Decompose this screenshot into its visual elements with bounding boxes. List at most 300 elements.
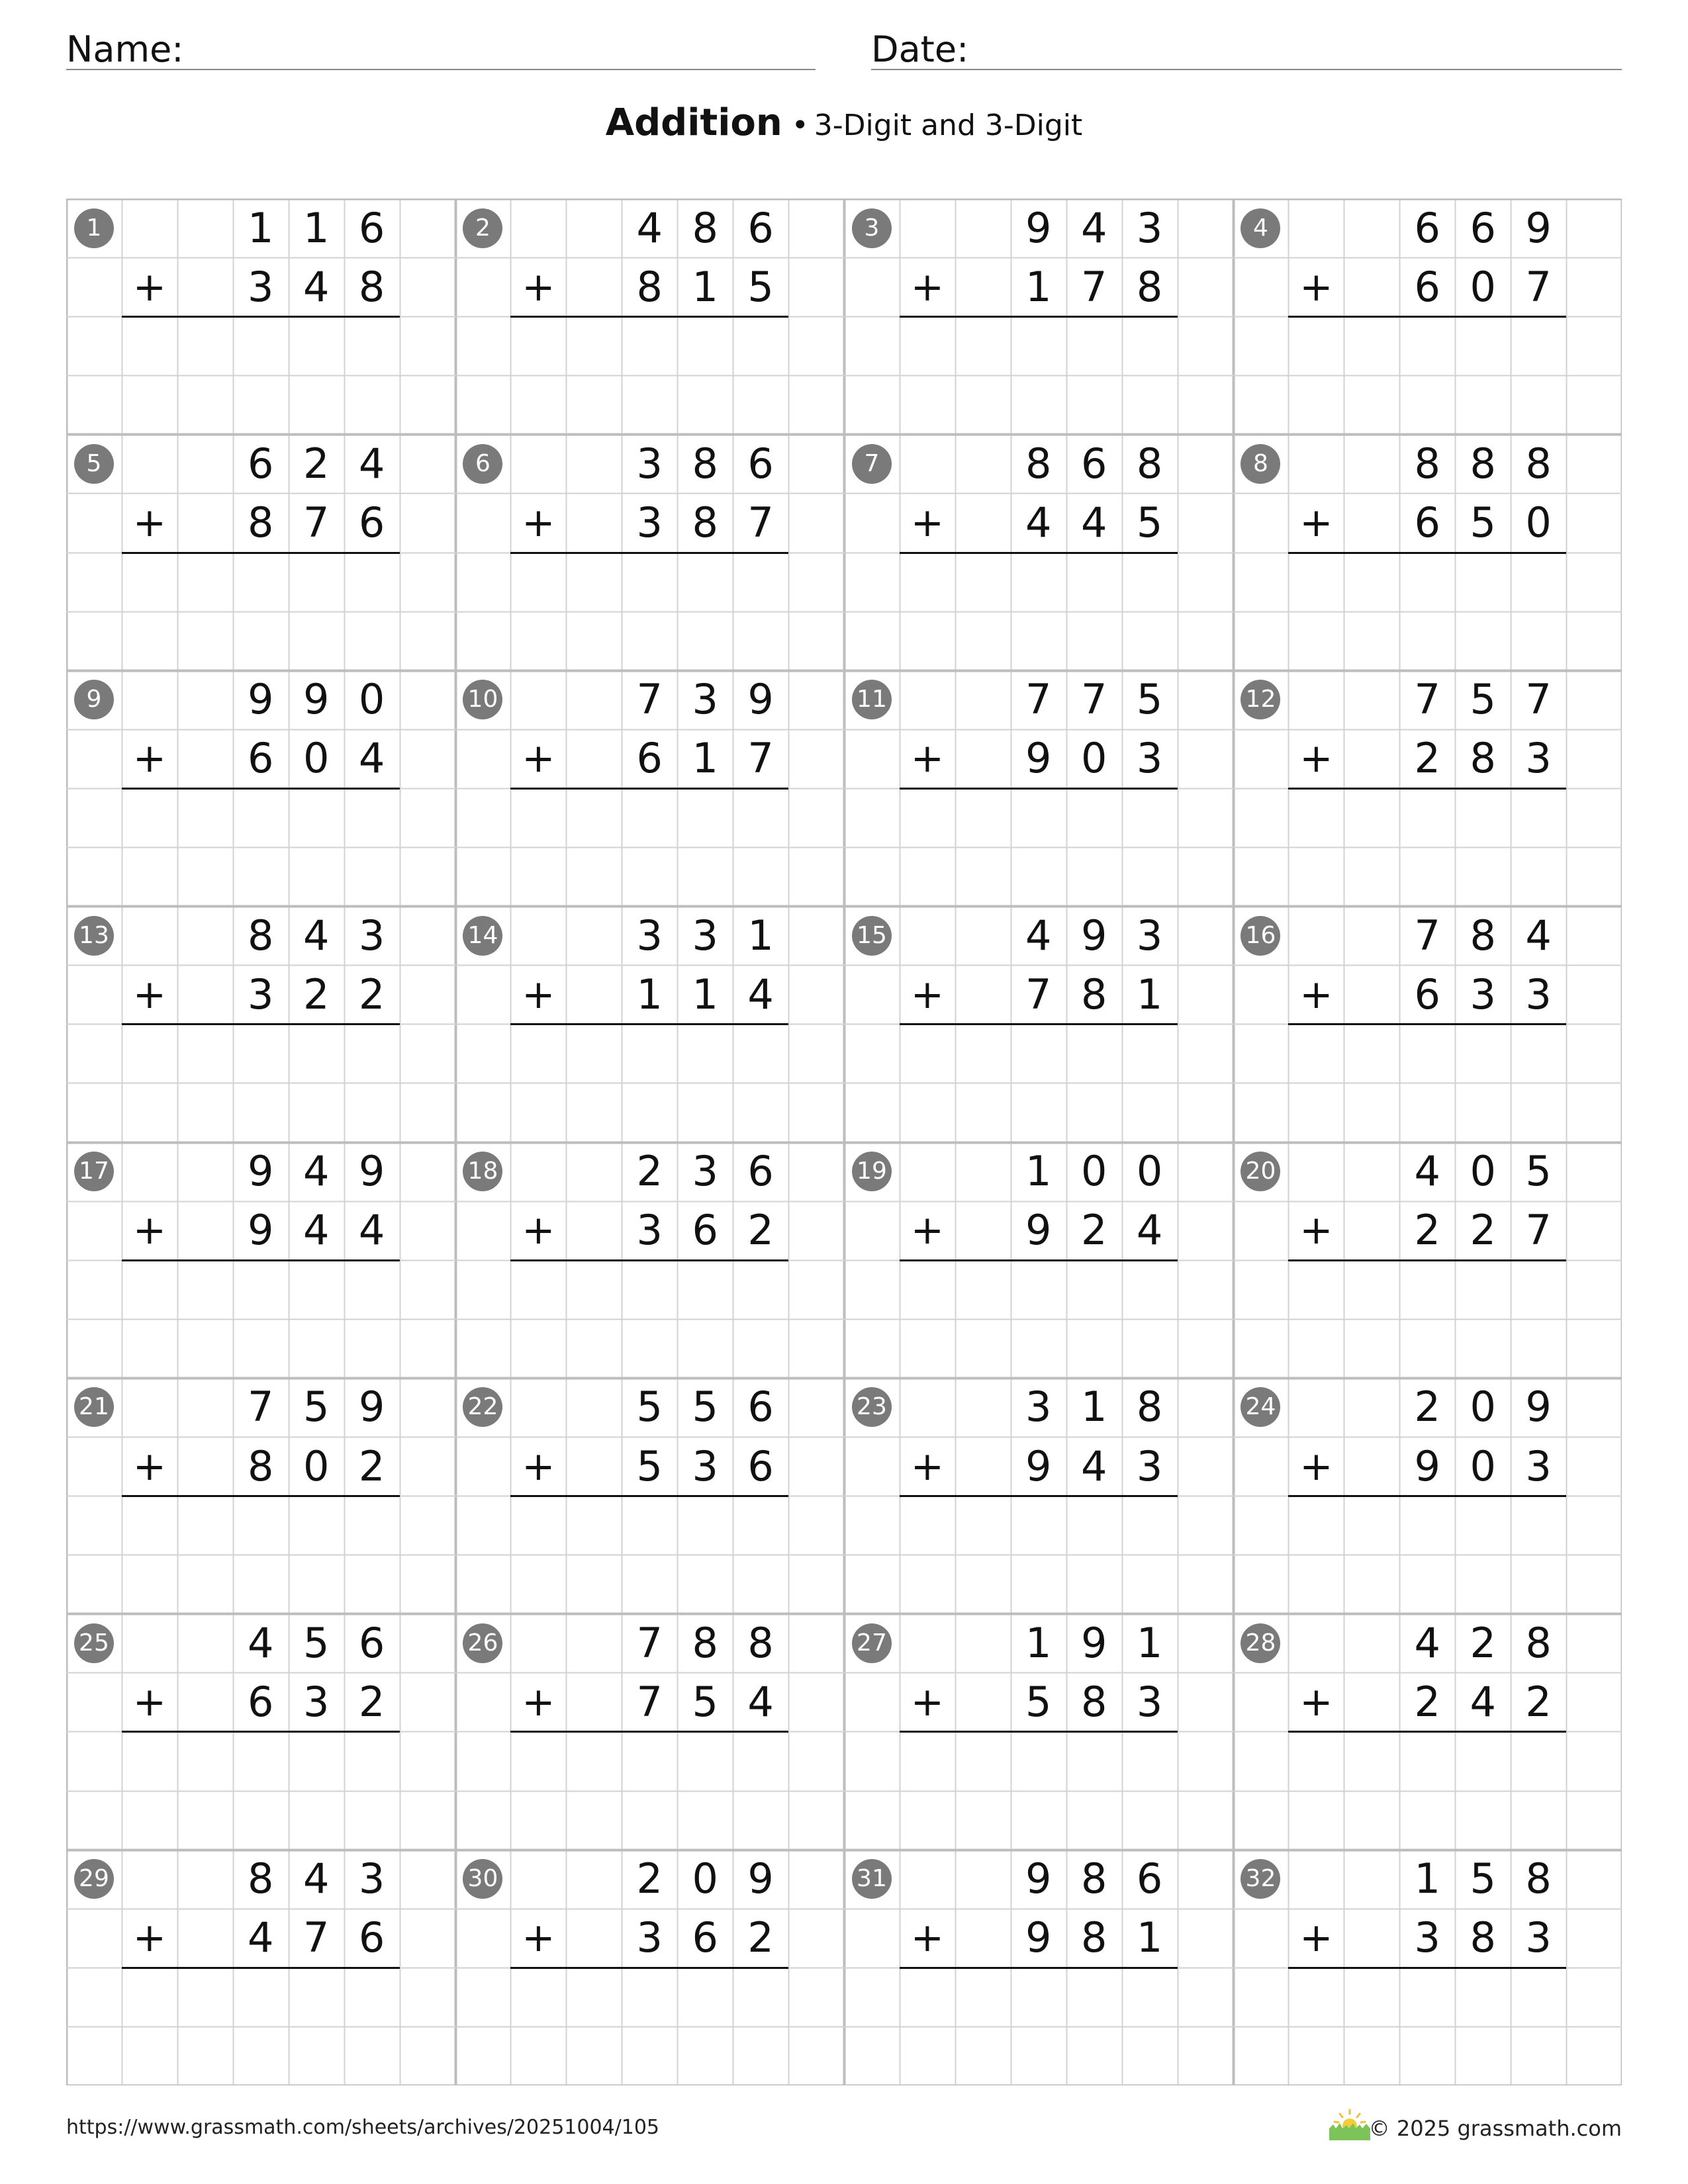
problem-number-badge: 14	[463, 916, 502, 956]
bottom-addend-digit: 3	[1136, 734, 1163, 783]
bottom-addend-digit: 8	[358, 262, 385, 311]
plus-sign: +	[132, 735, 167, 782]
bottom-addend-digit: 8	[1470, 1913, 1496, 1962]
answer-area[interactable]	[510, 553, 788, 612]
plus-sign: +	[1299, 500, 1333, 547]
plus-sign: +	[910, 971, 945, 1018]
bottom-addend-digit: 2	[1414, 1677, 1440, 1726]
bottom-addend-digit: 7	[303, 498, 330, 547]
problem-number-badge: 10	[463, 680, 502, 719]
bottom-addend-digit: 3	[636, 1206, 663, 1255]
top-addend-digit: 2	[636, 1147, 663, 1196]
top-addend-digit: 4	[1414, 1618, 1440, 1667]
top-addend-digit: 3	[358, 1854, 385, 1903]
bottom-addend-digit: 8	[1080, 1913, 1107, 1962]
plus-sign: +	[910, 1207, 945, 1254]
top-addend-digit: 8	[692, 203, 718, 252]
bottom-addend-digit: 3	[303, 1677, 330, 1726]
bottom-addend-digit: 5	[692, 1677, 718, 1726]
top-addend-digit: 5	[303, 1383, 330, 1432]
plus-sign: +	[522, 1207, 555, 1254]
problem-number-badge: 15	[852, 916, 892, 956]
top-addend-digit: 1	[248, 203, 274, 252]
answer-area[interactable]	[510, 788, 788, 847]
top-addend-digit: 7	[1025, 675, 1052, 724]
bottom-addend-digit: 3	[1414, 1913, 1440, 1962]
plus-sign: +	[522, 263, 555, 310]
top-addend-digit: 6	[358, 203, 385, 252]
top-addend-digit: 8	[1525, 1854, 1552, 1903]
bottom-addend-digit: 7	[1525, 1206, 1552, 1255]
top-addend-digit: 4	[358, 439, 385, 488]
answer-area[interactable]	[1288, 1024, 1566, 1083]
top-addend-digit: 9	[303, 675, 330, 724]
top-addend-digit: 1	[303, 203, 330, 252]
bottom-addend-digit: 6	[358, 1913, 385, 1962]
top-addend-digit: 4	[1080, 203, 1107, 252]
bottom-addend-digit: 7	[1525, 262, 1552, 311]
bottom-addend-digit: 9	[1025, 734, 1052, 783]
answer-area[interactable]	[122, 1024, 400, 1083]
top-addend-digit: 9	[1525, 1383, 1552, 1432]
answer-area[interactable]	[900, 1260, 1178, 1319]
plus-sign: +	[910, 1915, 945, 1962]
bottom-addend-digit: 6	[692, 1913, 718, 1962]
answer-area[interactable]	[122, 316, 400, 375]
top-addend-digit: 9	[1080, 1618, 1107, 1667]
top-addend-digit: 7	[1414, 911, 1440, 960]
bottom-addend-digit: 8	[1080, 1677, 1107, 1726]
bottom-addend-digit: 4	[358, 1206, 385, 1255]
top-addend-digit: 3	[358, 911, 385, 960]
plus-sign: +	[910, 500, 945, 547]
top-addend-digit: 2	[1470, 1618, 1496, 1667]
bottom-addend-digit: 0	[303, 1441, 330, 1490]
top-addend-digit: 7	[1080, 675, 1107, 724]
top-addend-digit: 5	[692, 1383, 718, 1432]
top-addend-digit: 9	[747, 675, 774, 724]
bottom-addend-digit: 3	[1525, 970, 1552, 1019]
plus-sign: +	[132, 971, 167, 1018]
bottom-addend-digit: 1	[1136, 970, 1163, 1019]
bottom-addend-digit: 9	[1025, 1441, 1052, 1490]
answer-area[interactable]	[510, 1024, 788, 1083]
top-addend-digit: 2	[303, 439, 330, 488]
bottom-addend-digit: 8	[636, 262, 663, 311]
problem-number-badge: 29	[74, 1859, 114, 1899]
plus-sign: +	[1299, 735, 1333, 782]
answer-area[interactable]	[900, 1024, 1178, 1083]
answer-area[interactable]	[122, 1731, 400, 1790]
top-addend-digit: 5	[1470, 1854, 1496, 1903]
top-addend-digit: 7	[248, 1383, 274, 1432]
top-addend-digit: 8	[1025, 439, 1052, 488]
top-addend-digit: 6	[747, 439, 774, 488]
bottom-addend-digit: 5	[1470, 498, 1496, 547]
answer-area[interactable]	[1288, 1496, 1566, 1555]
bottom-addend-digit: 6	[747, 1441, 774, 1490]
top-addend-digit: 1	[1080, 1383, 1107, 1432]
bottom-addend-digit: 3	[636, 498, 663, 547]
bottom-addend-digit: 5	[636, 1441, 663, 1490]
top-addend-digit: 3	[692, 911, 718, 960]
bottom-addend-digit: 4	[1136, 1206, 1163, 1255]
top-addend-digit: 5	[1136, 675, 1163, 724]
bottom-addend-digit: 0	[1470, 262, 1496, 311]
bottom-addend-digit: 1	[636, 970, 663, 1019]
top-addend-digit: 8	[1080, 1854, 1107, 1903]
top-addend-digit: 9	[747, 1854, 774, 1903]
problem-number-badge: 11	[852, 680, 892, 719]
bottom-addend-digit: 2	[1080, 1206, 1107, 1255]
problem-number-badge: 24	[1241, 1387, 1280, 1427]
top-addend-digit: 0	[692, 1854, 718, 1903]
top-addend-digit: 3	[692, 1147, 718, 1196]
answer-area[interactable]	[122, 1260, 400, 1319]
answer-area[interactable]	[900, 553, 1178, 612]
top-addend-digit: 4	[636, 203, 663, 252]
top-addend-digit: 9	[248, 675, 274, 724]
problem-number-badge: 16	[1241, 916, 1280, 956]
bottom-addend-digit: 4	[303, 1206, 330, 1255]
bottom-addend-digit: 8	[1136, 262, 1163, 311]
plus-sign: +	[132, 1915, 167, 1962]
top-addend-digit: 8	[1414, 439, 1440, 488]
top-addend-digit: 8	[1136, 439, 1163, 488]
top-addend-digit: 0	[1136, 1147, 1163, 1196]
top-addend-digit: 3	[636, 439, 663, 488]
plus-sign: +	[522, 500, 555, 547]
bottom-addend-digit: 2	[747, 1913, 774, 1962]
problem-number-badge: 18	[463, 1152, 502, 1191]
bottom-addend-digit: 7	[747, 498, 774, 547]
problem-number-badge: 3	[852, 208, 892, 248]
answer-area[interactable]	[1288, 1731, 1566, 1790]
bottom-addend-digit: 3	[692, 1441, 718, 1490]
bottom-addend-digit: 4	[303, 262, 330, 311]
top-addend-digit: 8	[1525, 1618, 1552, 1667]
top-addend-digit: 5	[1470, 675, 1496, 724]
answer-area[interactable]	[1288, 1968, 1566, 2026]
top-addend-digit: 3	[1136, 203, 1163, 252]
bottom-addend-digit: 4	[747, 1677, 774, 1726]
top-addend-digit: 0	[1080, 1147, 1107, 1196]
bottom-addend-digit: 2	[1414, 1206, 1440, 1255]
top-addend-digit: 2	[1414, 1383, 1440, 1432]
answer-area[interactable]	[900, 1731, 1178, 1790]
plus-sign: +	[132, 1207, 167, 1254]
bottom-addend-digit: 3	[248, 262, 274, 311]
bottom-addend-digit: 1	[1136, 1913, 1163, 1962]
bottom-addend-digit: 8	[1080, 970, 1107, 1019]
top-addend-digit: 9	[248, 1147, 274, 1196]
top-addend-digit: 5	[636, 1383, 663, 1432]
bottom-addend-digit: 9	[1025, 1913, 1052, 1962]
bottom-addend-digit: 2	[1470, 1206, 1496, 1255]
bottom-addend-digit: 1	[692, 734, 718, 783]
answer-area[interactable]	[122, 553, 400, 612]
bottom-addend-digit: 9	[1025, 1206, 1052, 1255]
plus-sign: +	[1299, 263, 1333, 310]
bottom-addend-digit: 6	[248, 734, 274, 783]
answer-area[interactable]	[900, 788, 1178, 847]
grass-sun-logo-icon	[1328, 2109, 1372, 2142]
plus-sign: +	[910, 735, 945, 782]
answer-area[interactable]	[900, 316, 1178, 375]
top-addend-digit: 8	[248, 911, 274, 960]
bottom-addend-digit: 1	[692, 262, 718, 311]
top-addend-digit: 4	[303, 1147, 330, 1196]
plus-sign: +	[132, 1443, 167, 1490]
bottom-addend-digit: 7	[1025, 970, 1052, 1019]
bottom-addend-digit: 0	[1525, 498, 1552, 547]
top-addend-digit: 1	[1025, 1618, 1052, 1667]
problem-number-badge: 19	[852, 1152, 892, 1191]
top-addend-digit: 6	[1136, 1854, 1163, 1903]
top-addend-digit: 8	[692, 1618, 718, 1667]
bottom-addend-digit: 4	[1080, 498, 1107, 547]
bottom-addend-digit: 2	[747, 1206, 774, 1255]
date-label: Date:	[871, 28, 969, 70]
bottom-addend-digit: 3	[636, 1913, 663, 1962]
top-addend-digit: 4	[248, 1618, 274, 1667]
bottom-addend-digit: 7	[747, 734, 774, 783]
top-addend-digit: 9	[1080, 911, 1107, 960]
top-addend-digit: 6	[747, 203, 774, 252]
top-addend-digit: 3	[1025, 1383, 1052, 1432]
bottom-addend-digit: 1	[1025, 262, 1052, 311]
bottom-addend-digit: 4	[1025, 498, 1052, 547]
top-addend-digit: 0	[358, 675, 385, 724]
top-addend-digit: 2	[636, 1854, 663, 1903]
plus-sign: +	[1299, 1207, 1333, 1254]
bottom-addend-digit: 9	[248, 1206, 274, 1255]
top-addend-digit: 7	[636, 1618, 663, 1667]
bottom-addend-digit: 0	[1080, 734, 1107, 783]
top-addend-digit: 8	[1470, 439, 1496, 488]
bottom-addend-digit: 2	[1525, 1677, 1552, 1726]
top-addend-digit: 7	[1525, 675, 1552, 724]
name-field[interactable]	[66, 26, 816, 70]
plus-sign: +	[910, 263, 945, 310]
bottom-addend-digit: 6	[358, 498, 385, 547]
top-addend-digit: 0	[1470, 1147, 1496, 1196]
top-addend-digit: 4	[303, 911, 330, 960]
top-addend-digit: 1	[747, 911, 774, 960]
plus-sign: +	[522, 1678, 555, 1725]
problem-number-badge: 7	[852, 444, 892, 484]
footer-copyright: © 2025 grassmath.com	[1368, 2116, 1622, 2141]
top-addend-digit: 3	[636, 911, 663, 960]
problem-number-badge: 9	[74, 680, 114, 719]
answer-area[interactable]	[122, 1496, 400, 1555]
bottom-addend-digit: 7	[303, 1913, 330, 1962]
answer-area[interactable]	[510, 1731, 788, 1790]
bottom-addend-digit: 8	[248, 498, 274, 547]
plus-sign: +	[522, 1443, 555, 1490]
bottom-addend-digit: 0	[1470, 1441, 1496, 1490]
bottom-addend-digit: 5	[1025, 1677, 1052, 1726]
problem-number-badge: 20	[1241, 1152, 1280, 1191]
plus-sign: +	[132, 1678, 167, 1725]
answer-area[interactable]	[900, 1968, 1178, 2026]
answer-area[interactable]	[510, 316, 788, 375]
plus-sign: +	[910, 1443, 945, 1490]
worksheet-title	[0, 101, 1688, 144]
problem-number-badge: 6	[463, 444, 502, 484]
plus-sign: +	[522, 971, 555, 1018]
title-separator: •	[791, 109, 809, 142]
top-addend-digit: 7	[636, 675, 663, 724]
top-addend-digit: 4	[1525, 911, 1552, 960]
problem-number-badge: 25	[74, 1623, 114, 1663]
top-addend-digit: 9	[358, 1147, 385, 1196]
top-addend-digit: 8	[747, 1618, 774, 1667]
top-addend-digit: 9	[358, 1383, 385, 1432]
top-addend-digit: 3	[1136, 911, 1163, 960]
bottom-addend-digit: 8	[692, 498, 718, 547]
plus-sign: +	[1299, 1915, 1333, 1962]
plus-sign: +	[132, 263, 167, 310]
problem-number-badge: 8	[1241, 444, 1280, 484]
problem-number-badge: 12	[1241, 680, 1280, 719]
top-addend-digit: 8	[1525, 439, 1552, 488]
plus-sign: +	[1299, 1678, 1333, 1725]
problem-number-badge: 30	[463, 1859, 502, 1899]
bottom-addend-digit: 2	[358, 1441, 385, 1490]
answer-area[interactable]	[1288, 1260, 1566, 1319]
answer-area[interactable]	[1288, 316, 1566, 375]
bottom-addend-digit: 5	[1136, 498, 1163, 547]
bottom-addend-digit: 2	[1414, 734, 1440, 783]
bottom-addend-digit: 3	[1525, 1441, 1552, 1490]
top-addend-digit: 1	[1136, 1618, 1163, 1667]
top-addend-digit: 8	[248, 1854, 274, 1903]
top-addend-digit: 6	[248, 439, 274, 488]
bottom-addend-digit: 3	[1136, 1677, 1163, 1726]
bottom-addend-digit: 4	[1470, 1677, 1496, 1726]
title-subtitle: 3-Digit and 3-Digit	[814, 109, 1083, 142]
top-addend-digit: 9	[1025, 1854, 1052, 1903]
footer-url: https://www.grassmath.com/sheets/archives/20251004/105	[66, 2116, 660, 2139]
problem-number-badge: 28	[1241, 1623, 1280, 1663]
problem-number-badge: 4	[1241, 208, 1280, 248]
problem-number-badge: 2	[463, 208, 502, 248]
top-addend-digit: 6	[1080, 439, 1107, 488]
date-field[interactable]	[871, 26, 1622, 70]
bottom-addend-digit: 5	[747, 262, 774, 311]
bottom-addend-digit: 7	[1080, 262, 1107, 311]
top-addend-digit: 6	[358, 1618, 385, 1667]
plus-sign: +	[1299, 971, 1333, 1018]
top-addend-digit: 0	[1470, 1383, 1496, 1432]
bottom-addend-digit: 3	[1525, 1913, 1552, 1962]
answer-area[interactable]	[510, 1260, 788, 1319]
top-addend-digit: 4	[303, 1854, 330, 1903]
bottom-addend-digit: 6	[1414, 498, 1440, 547]
bottom-addend-digit: 8	[248, 1441, 274, 1490]
title-main: Addition	[605, 101, 782, 144]
bottom-addend-digit: 8	[1470, 734, 1496, 783]
bottom-addend-digit: 9	[1414, 1441, 1440, 1490]
problem-number-badge: 27	[852, 1623, 892, 1663]
plus-sign: +	[132, 500, 167, 547]
top-addend-digit: 6	[1470, 203, 1496, 252]
top-addend-digit: 4	[1025, 911, 1052, 960]
bottom-addend-digit: 4	[358, 734, 385, 783]
bottom-addend-digit: 2	[358, 1677, 385, 1726]
top-addend-digit: 7	[1414, 675, 1440, 724]
top-addend-digit: 5	[1525, 1147, 1552, 1196]
plus-sign: +	[910, 1678, 945, 1725]
problem-number-badge: 31	[852, 1859, 892, 1899]
problem-number-badge: 17	[74, 1152, 114, 1191]
top-addend-digit: 1	[1025, 1147, 1052, 1196]
plus-sign: +	[522, 1915, 555, 1962]
bottom-addend-digit: 6	[248, 1677, 274, 1726]
problem-number-badge: 1	[74, 208, 114, 248]
plus-sign: +	[1299, 1443, 1333, 1490]
top-addend-digit: 5	[303, 1618, 330, 1667]
problem-number-badge: 26	[463, 1623, 502, 1663]
answer-area[interactable]	[1288, 553, 1566, 612]
bottom-addend-digit: 6	[1414, 970, 1440, 1019]
problem-number-badge: 21	[74, 1387, 114, 1427]
top-addend-digit: 8	[692, 439, 718, 488]
bottom-addend-digit: 6	[692, 1206, 718, 1255]
top-addend-digit: 3	[692, 675, 718, 724]
bottom-addend-digit: 0	[303, 734, 330, 783]
problem-number-badge: 22	[463, 1387, 502, 1427]
top-addend-digit: 6	[1414, 203, 1440, 252]
problem-number-badge: 13	[74, 916, 114, 956]
top-addend-digit: 6	[747, 1383, 774, 1432]
problem-grid	[66, 199, 1622, 2085]
bottom-addend-digit: 3	[1470, 970, 1496, 1019]
bottom-addend-digit: 6	[1414, 262, 1440, 311]
top-addend-digit: 1	[1414, 1854, 1440, 1903]
bottom-addend-digit: 2	[303, 970, 330, 1019]
answer-area[interactable]	[510, 1496, 788, 1555]
bottom-addend-digit: 4	[1080, 1441, 1107, 1490]
problem-number-badge: 5	[74, 444, 114, 484]
top-addend-digit: 9	[1525, 203, 1552, 252]
bottom-addend-digit: 3	[1525, 734, 1552, 783]
bottom-addend-digit: 2	[358, 970, 385, 1019]
bottom-addend-digit: 1	[692, 970, 718, 1019]
bottom-addend-digit: 6	[636, 734, 663, 783]
bottom-addend-digit: 7	[636, 1677, 663, 1726]
bottom-addend-digit: 3	[1136, 1441, 1163, 1490]
answer-area[interactable]	[122, 788, 400, 847]
answer-area[interactable]	[510, 1968, 788, 2026]
problem-number-badge: 23	[852, 1387, 892, 1427]
answer-area[interactable]	[900, 1496, 1178, 1555]
top-addend-digit: 9	[1025, 203, 1052, 252]
plus-sign: +	[522, 735, 555, 782]
name-label: Name:	[66, 28, 184, 70]
bottom-addend-digit: 4	[747, 970, 774, 1019]
answer-area[interactable]	[122, 1968, 400, 2026]
top-addend-digit: 4	[1414, 1147, 1440, 1196]
top-addend-digit: 6	[747, 1147, 774, 1196]
top-addend-digit: 8	[1470, 911, 1496, 960]
bottom-addend-digit: 4	[248, 1913, 274, 1962]
bottom-addend-digit: 3	[248, 970, 274, 1019]
problem-number-badge: 32	[1241, 1859, 1280, 1899]
top-addend-digit: 8	[1136, 1383, 1163, 1432]
answer-area[interactable]	[1288, 788, 1566, 847]
